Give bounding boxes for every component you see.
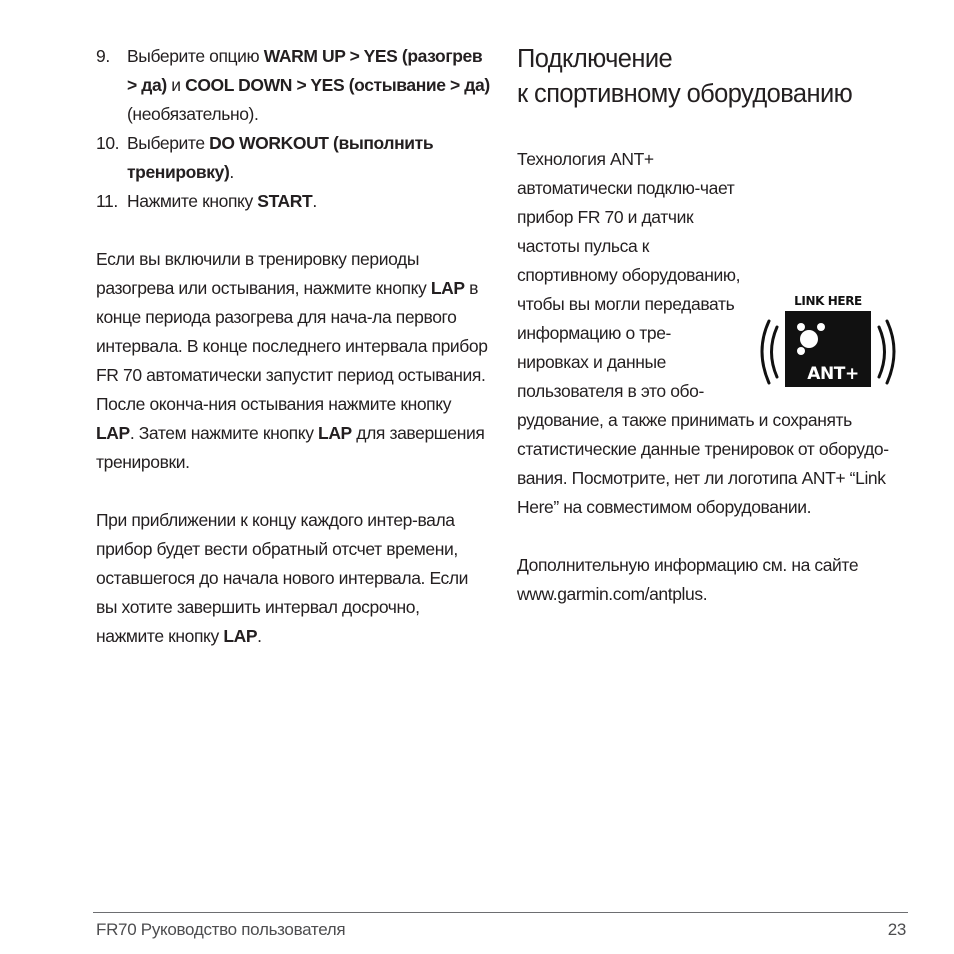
paragraph-countdown	[96, 506, 491, 651]
step-number: 9.	[96, 46, 110, 66]
option-cool-down: COOL DOWN > YES	[185, 75, 345, 95]
logo-bottom-text: ANT+	[807, 364, 859, 384]
page-number: 23	[887, 920, 906, 939]
lap-key-label: LAP	[318, 423, 352, 443]
list-item	[96, 42, 491, 129]
logo-top-text: LINK HERE	[794, 294, 862, 308]
start-key-label: START	[257, 191, 313, 211]
text: . Затем нажмите кнопку	[129, 423, 319, 443]
text: .	[257, 626, 262, 646]
step-number: 11.	[96, 191, 118, 211]
step-text: (необязательно).	[127, 104, 259, 124]
step-text: .	[229, 162, 234, 182]
step-text: .	[312, 191, 317, 211]
text: Если вы включили в тренировку периоды разогрева или остывания, нажмите кнопку	[96, 249, 431, 298]
option-do-workout: DO WORKOUT (выполнить	[209, 133, 434, 153]
text: для завершения тренировки.	[96, 423, 485, 472]
option-warm-up: WARM UP > YES	[263, 46, 398, 66]
step-text: Выберите	[127, 133, 210, 153]
step-text: и	[166, 75, 186, 95]
steps-list	[96, 42, 491, 216]
ant-plus-link-here-logo	[749, 291, 907, 401]
section-heading	[517, 42, 917, 112]
list-item	[96, 129, 491, 187]
left-column	[96, 42, 491, 651]
lap-key-label: LAP	[96, 423, 130, 443]
text: При приближении к концу каждого интер-вала прибор будет вести обратный отсчет времени, оставшегося до начала нового интервала. Если вы хотите завершить интервал досрочно, нажмите кнопку	[96, 510, 469, 646]
right-column	[517, 42, 917, 609]
heading-line-1: Подключение	[517, 45, 673, 73]
heading-line-2: к спортивному оборудованию	[517, 80, 853, 108]
ant-plus-logo-icon	[749, 291, 907, 401]
lap-key-label: LAP	[223, 626, 258, 646]
option-do-workout-translation: тренировку)	[127, 162, 230, 182]
footer-divider	[93, 912, 908, 913]
footer-title: FR70 Руководство пользователя	[96, 920, 346, 939]
step-text: Выберите опцию	[127, 46, 264, 66]
list-item	[96, 187, 491, 216]
text: в конце периода разогрева для нача-ла первого интервала. В конце последнего интервала прибор FR 70 автоматически запустит период остывания. После оконча-ния остывания нажмите кнопку	[96, 278, 488, 414]
option-cool-down-translation: (остывание > да)	[348, 75, 490, 95]
lap-key-label: LAP	[430, 278, 465, 298]
option-warm-up-translation: (разогрев > да)	[127, 46, 483, 95]
paragraph-warmup-cooldown	[96, 245, 491, 477]
ant-paragraph-wrap	[517, 145, 907, 522]
step-text: Нажмите кнопку	[127, 191, 258, 211]
ant-paragraph: Технология ANT+ автоматически подклю-чает прибор FR 70 и датчик частоты пульса к спортивному оборудованию, чтобы вы могли передавать информацию о тре-нировках и данные пользователя в это обо-рудование, а также принимать и сохранять статистические данные тренировок от оборудо-вания. Посмотрите, нет ли логотипа ANT+ “Link Here” на совместимом оборудовании.	[517, 149, 889, 517]
more-info-paragraph: Дополнительную информацию см. на сайте www.garmin.com/antplus.	[517, 555, 859, 604]
step-number: 10.	[96, 133, 120, 153]
